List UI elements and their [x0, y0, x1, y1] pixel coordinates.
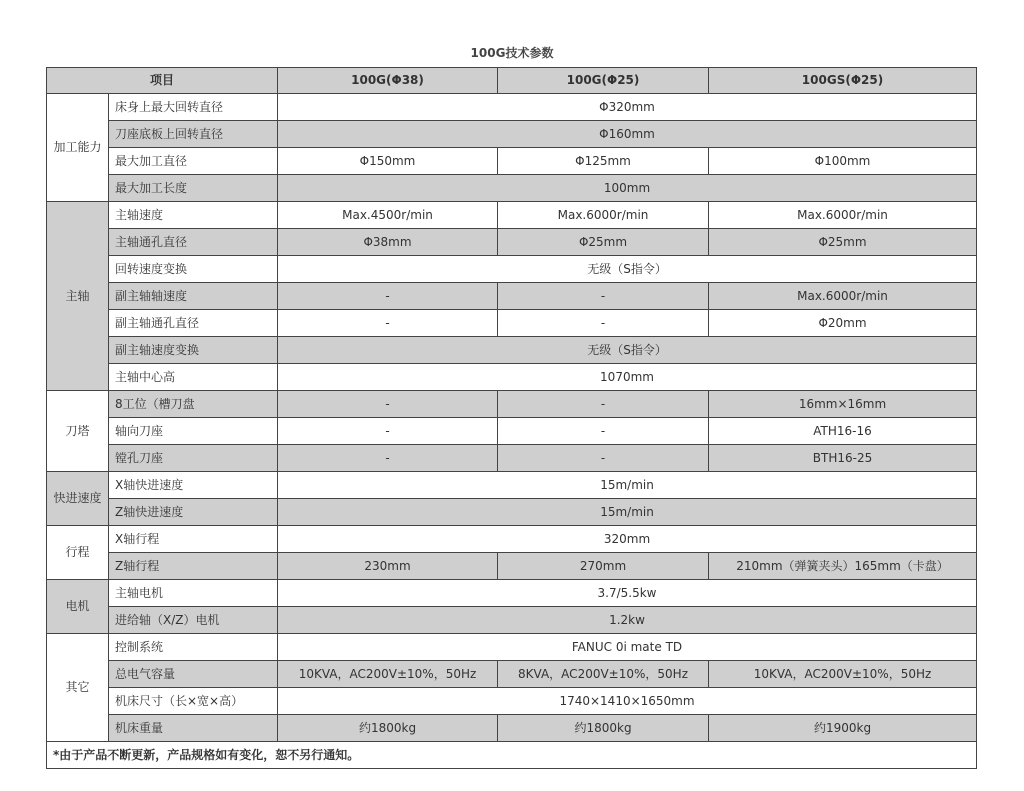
- spec-table: [46, 67, 977, 769]
- category-other: 其它: [47, 634, 109, 742]
- row-label: 控制系统: [109, 634, 278, 661]
- cell-col3: Max.6000r/min: [709, 283, 977, 310]
- cell-col3: Max.6000r/min: [709, 202, 977, 229]
- cell-col3: Φ100mm: [709, 148, 977, 175]
- cell-col2: -: [498, 391, 709, 418]
- category-capacity: 加工能力: [47, 94, 109, 202]
- cell-col3: Φ20mm: [709, 310, 977, 337]
- row-value: 3.7/5.5kw: [278, 580, 977, 607]
- table-row: [47, 499, 977, 526]
- cell-col3: Φ25mm: [709, 229, 977, 256]
- row-label: 主轴速度: [109, 202, 278, 229]
- row-label: 8工位（槽刀盘: [109, 391, 278, 418]
- row-label: 床身上最大回转直径: [109, 94, 278, 121]
- cell-col2: Φ125mm: [498, 148, 709, 175]
- table-row: [47, 121, 977, 148]
- row-label: X轴行程: [109, 526, 278, 553]
- footnote-row: [47, 742, 977, 769]
- row-label: 副主轴通孔直径: [109, 310, 278, 337]
- cell-col1: -: [278, 310, 498, 337]
- row-label: 副主轴轴速度: [109, 283, 278, 310]
- row-label: Z轴快进速度: [109, 499, 278, 526]
- table-row: [47, 445, 977, 472]
- table-row: [47, 175, 977, 202]
- cell-col1: Φ150mm: [278, 148, 498, 175]
- cell-col2: -: [498, 445, 709, 472]
- row-label: 主轴电机: [109, 580, 278, 607]
- cell-col3: BTH16-25: [709, 445, 977, 472]
- header-col2: 100G(Φ25): [498, 68, 709, 94]
- table-row: [47, 148, 977, 175]
- cell-col1: -: [278, 418, 498, 445]
- footnote: *由于产品不断更新，产品规格如有变化，恕不另行通知。: [47, 742, 977, 769]
- cell-col2: Φ25mm: [498, 229, 709, 256]
- cell-col2: -: [498, 283, 709, 310]
- cell-col1: 230mm: [278, 553, 498, 580]
- row-value: FANUC 0i mate TD: [278, 634, 977, 661]
- row-value: 1.2kw: [278, 607, 977, 634]
- table-row: [47, 283, 977, 310]
- table-row: [47, 472, 977, 499]
- cell-col3: 约1900kg: [709, 715, 977, 742]
- table-row: [47, 391, 977, 418]
- table-row: [47, 580, 977, 607]
- cell-col1: 约1800kg: [278, 715, 498, 742]
- cell-col2: 8KVA，AC200V±10%，50Hz: [498, 661, 709, 688]
- header-col1: 100G(Φ38): [278, 68, 498, 94]
- row-value: 320mm: [278, 526, 977, 553]
- table-row: [47, 634, 977, 661]
- table-row: [47, 310, 977, 337]
- cell-col3: 210mm（弹簧夹头）165mm（卡盘）: [709, 553, 977, 580]
- cell-col1: -: [278, 445, 498, 472]
- cell-col2: -: [498, 310, 709, 337]
- row-value: 1740×1410×1650mm: [278, 688, 977, 715]
- row-value: 15m/min: [278, 499, 977, 526]
- row-label: 主轴中心高: [109, 364, 278, 391]
- page-title: 100G技术参数: [470, 46, 554, 60]
- row-value: 100mm: [278, 175, 977, 202]
- row-label: Z轴行程: [109, 553, 278, 580]
- table-row: [47, 688, 977, 715]
- category-rapid: 快进速度: [47, 472, 109, 526]
- table-row: [47, 256, 977, 283]
- table-row: [47, 526, 977, 553]
- row-value: 15m/min: [278, 472, 977, 499]
- row-value: 无级（S指令）: [278, 337, 977, 364]
- table-row: [47, 337, 977, 364]
- table-row: [47, 418, 977, 445]
- row-label: 最大加工长度: [109, 175, 278, 202]
- cell-col3: ATH16-16: [709, 418, 977, 445]
- cell-col1: Max.4500r/min: [278, 202, 498, 229]
- table-row: [47, 229, 977, 256]
- row-label: 机床尺寸（长×宽×高）: [109, 688, 278, 715]
- cell-col3: 16mm×16mm: [709, 391, 977, 418]
- table-row: [47, 607, 977, 634]
- row-label: 副主轴速度变换: [109, 337, 278, 364]
- header-col3: 100GS(Φ25): [709, 68, 977, 94]
- category-stroke: 行程: [47, 526, 109, 580]
- header-item: 项目: [47, 68, 278, 94]
- table-row: [47, 202, 977, 229]
- cell-col1: -: [278, 283, 498, 310]
- row-label: 最大加工直径: [109, 148, 278, 175]
- row-label: 刀座底板上回转直径: [109, 121, 278, 148]
- category-motor: 电机: [47, 580, 109, 634]
- row-label: 主轴通孔直径: [109, 229, 278, 256]
- row-label: 回转速度变换: [109, 256, 278, 283]
- table-row: [47, 553, 977, 580]
- row-label: X轴快进速度: [109, 472, 278, 499]
- cell-col3: 10KVA，AC200V±10%，50Hz: [709, 661, 977, 688]
- row-label: 轴向刀座: [109, 418, 278, 445]
- table-row: [47, 715, 977, 742]
- table-row: [47, 94, 977, 121]
- cell-col2: 270mm: [498, 553, 709, 580]
- category-spindle: 主轴: [47, 202, 109, 391]
- row-value: 1070mm: [278, 364, 977, 391]
- row-label: 进给轴（X/Z）电机: [109, 607, 278, 634]
- category-turret: 刀塔: [47, 391, 109, 472]
- cell-col1: Φ38mm: [278, 229, 498, 256]
- cell-col2: -: [498, 418, 709, 445]
- cell-col1: -: [278, 391, 498, 418]
- table-header-row: [47, 68, 977, 94]
- cell-col1: 10KVA，AC200V±10%，50Hz: [278, 661, 498, 688]
- table-row: [47, 661, 977, 688]
- row-label: 镗孔刀座: [109, 445, 278, 472]
- cell-col2: 约1800kg: [498, 715, 709, 742]
- row-value: 无级（S指令）: [278, 256, 977, 283]
- row-value: Φ320mm: [278, 94, 977, 121]
- row-value: Φ160mm: [278, 121, 977, 148]
- cell-col2: Max.6000r/min: [498, 202, 709, 229]
- row-label: 总电气容量: [109, 661, 278, 688]
- row-label: 机床重量: [109, 715, 278, 742]
- table-row: [47, 364, 977, 391]
